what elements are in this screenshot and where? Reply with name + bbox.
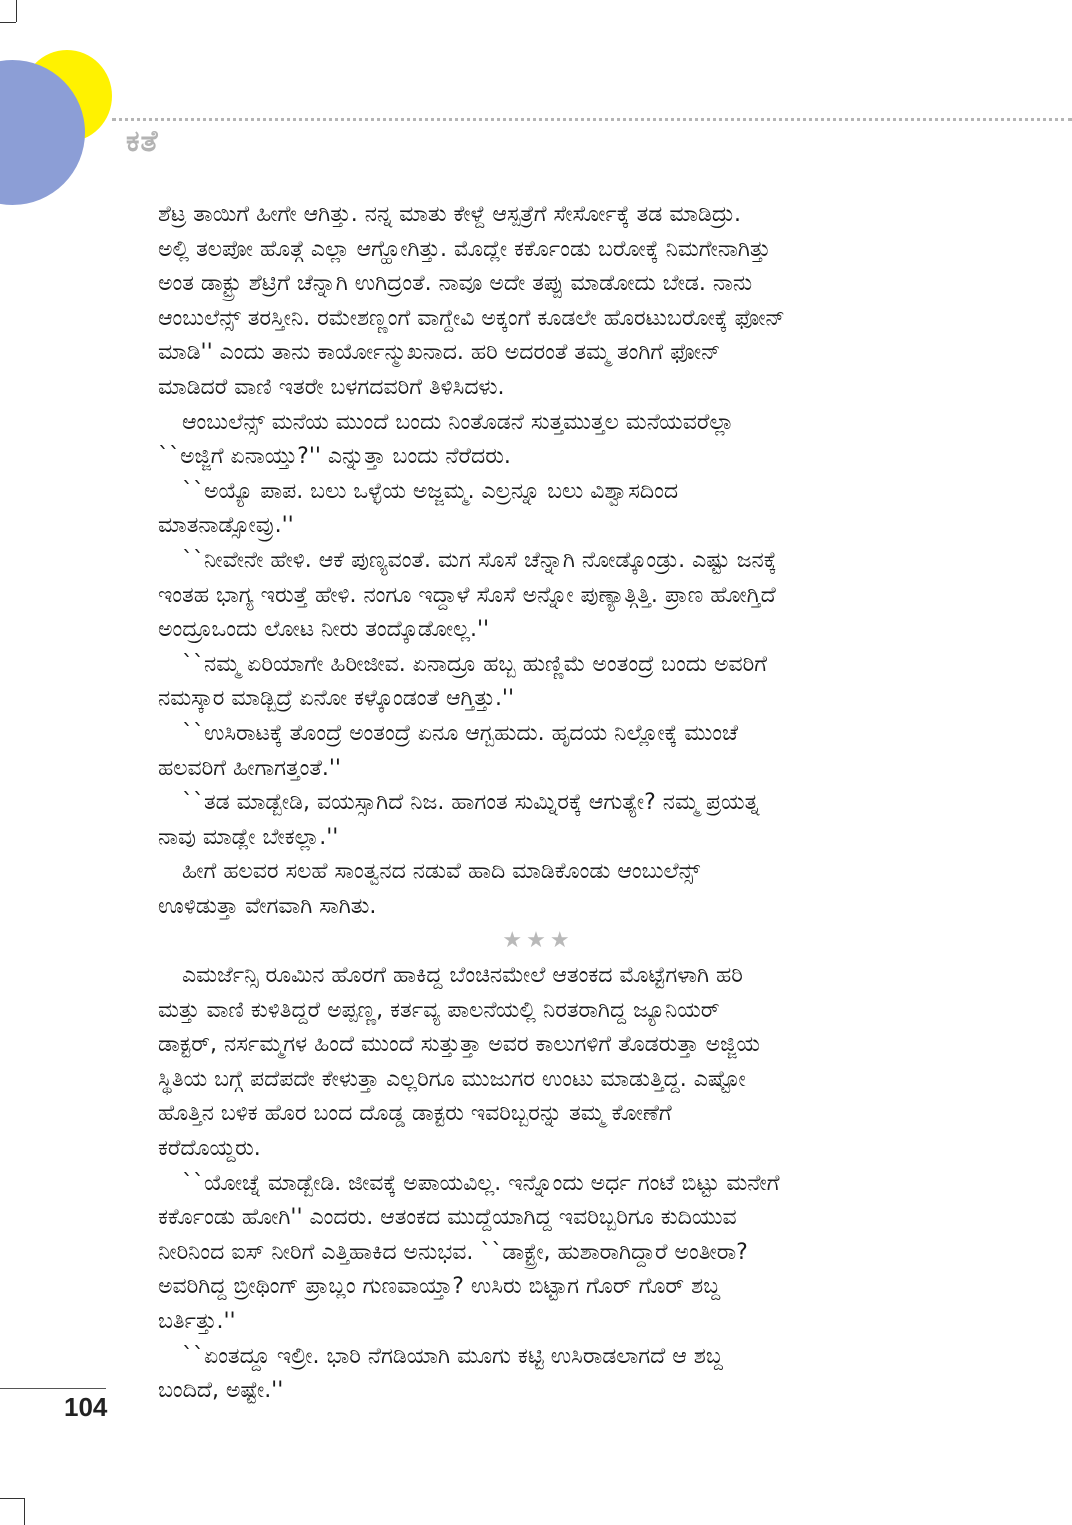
crop-mark (0, 22, 16, 23)
paragraph: ``ಅಯ್ಯೊ ಪಾಪ. ಬಲು ಒಳ್ಳೆಯ ಅಜ್ಜಮ್ಮ. ಎಲ್ರನ್ನೂ ಬಲು ವಿಶ್ವಾಸದಿಂದ ಮಾತನಾಡ್ಸೋವ್ರು.'' (158, 478, 679, 539)
story-body (158, 198, 918, 1409)
section-title: ಕತೆ (126, 124, 159, 159)
paragraph: ಆಂಬುಲೆನ್ಸ್ ಮನೆಯ ಮುಂದೆ ಬಂದು ನಿಂತೊಡನೆ ಸುತ್ತಮುತ್ತಲ ಮನೆಯವರೆಲ್ಲಾ ``ಅಜ್ಜಿಗೆ ಏನಾಯ್ತು?'' ಎನ್ನುತ್ತಾ ಬಂದು ನೆರೆದರು. (158, 409, 734, 470)
crop-mark (0, 1498, 24, 1499)
footer-rule (0, 1388, 106, 1389)
paragraph: ``ಯೋಚ್ನೆ ಮಾಡ್ಬೇಡಿ. ಜೀವಕ್ಕೆ ಅಪಾಯವಿಲ್ಲ. ಇನ್ನೊಂದು ಅರ್ಧ ಗಂಟೆ ಬಿಟ್ಟು ಮನೇಗೆ ಕರ್ಕೊಂಡು ಹೋಗಿ'' ಎಂದರು. ಆತಂಕದ ಮುದ್ದೆಯಾಗಿದ್ದ ಇವರಿಬ್ಬರಿಗೂ ಕುದಿಯುವ ನೀರಿನಿಂದ ಐಸ್ ನೀರಿಗೆ ಎತ್ತಿಹಾಕಿದ ಅನುಭವ. ``ಡಾಕ್ಟ್ರೇ, ಹುಶಾರಾಗಿದ್ದಾರೆ ಅಂತೀರಾ? ಅವರಿಗಿದ್ದ ಬ್ರೀಥಿಂಗ್ ಪ್ರಾಬ್ಲಂ ಗುಣವಾಯ್ತಾ? ಉಸಿರು ಬಿಟ್ಟಾಗ ಗೊರ್ ಗೊರ್ ಶಬ್ದ ಬರ್ತಿತ್ತು.'' (158, 1170, 780, 1334)
paragraph: ``ನಮ್ಮ ಏರಿಯಾಗೇ ಹಿರೀಜೀವ. ಏನಾದ್ರೂ ಹಬ್ಬ ಹುಣ್ಣಿಮೆ ಅಂತಂದ್ರೆ ಬಂದು ಅವರಿಗೆ ನಮಸ್ಕಾರ ಮಾಡ್ಬಿದ್ರೆ ಏನೋ ಕಳ್ಕೊಂಡಂತೆ ಆಗ್ತಿತ್ತು.'' (158, 651, 768, 712)
page-number: 104 (64, 1392, 108, 1422)
paragraph: ``ಉಸಿರಾಟಕ್ಕೆ ತೊಂದ್ರೆ ಅಂತಂದ್ರೆ ಏನೂ ಆಗ್ಬಹುದು. ಹೃದಯ ನಿಲ್ಲೋಕ್ಕೆ ಮುಂಚೆ ಹಲವರಿಗೆ ಹೀಗಾಗತ್ತಂತೆ.'' (158, 720, 738, 781)
paragraph: ಹೀಗೆ ಹಲವರ ಸಲಹೆ ಸಾಂತ್ವನದ ನಡುವೆ ಹಾದಿ ಮಾಡಿಕೊಂಡು ಆಂಬುಲೆನ್ಸ್ ಊಳಿಡುತ್ತಾ ವೇಗವಾಗಿ ಸಾಗಿತು. (158, 859, 701, 919)
dotted-header-rule (112, 118, 1072, 121)
paragraph: ಶೆಟ್ರ ತಾಯಿಗೆ ಹೀಗೇ ಆಗಿತ್ತು. ನನ್ನ ಮಾತು ಕೇಳ್ದೆ ಆಸ್ಪತ್ರೆಗೆ ಸೇರ್ಸೋಕ್ಕೆ ತಡ ಮಾಡಿದ್ರು. ಅಲ್ಲಿ ತಲಪೋ ಹೊತ್ಗೆ ಎಲ್ಲಾ ಆಗ್ಹೋಗಿತ್ತು. ಮೊದ್ಲೇ ಕರ್ಕೊಂಡು ಬರೋಕ್ಕೆ ನಿಮಗೇನಾಗಿತ್ತು ಅಂತ ಡಾಕ್ಟ್ರು ಶೆಟ್ರಿಗೆ ಚೆನ್ನಾಗಿ ಉಗಿದ್ರಂತೆ. ನಾವೂ ಅದೇ ತಪ್ಪು ಮಾಡೋದು ಬೇಡ. ನಾನು ಆಂಬುಲೆನ್ಸ್ ತರಸ್ತೀನಿ. ರಮೇಶಣ್ಣಂಗೆ ವಾಗ್ದೇವಿ ಅಕ್ಕಂಗೆ ಕೂಡಲೇ ಹೊರಟುಬರೋಕ್ಕೆ ಫೋನ್ ಮಾಡಿ'' ಎಂದು ತಾನು ಕಾರ್ಯೋನ್ಮುಖನಾದ. ಹರಿ ಅದರಂತೆ ತಮ್ಮ ತಂಗಿಗೆ ಫೋನ್ ಮಾಡಿದರೆ ವಾಣಿ ಇತರೇ ಬಳಗದವರಿಗೆ ತಿಳಿಸಿದಳು. (158, 202, 785, 400)
paragraph: ``ತಡ ಮಾಡ್ಬೇಡಿ, ವಯಸ್ಸಾಗಿದೆ ನಿಜ. ಹಾಗಂತ ಸುಮ್ನಿರಕ್ಕೆ ಆಗುತ್ಯೇ? ನಮ್ಮ ಪ್ರಯತ್ನ ನಾವು ಮಾಡ್ಲೇ ಬೇಕಲ್ಲಾ.'' (158, 790, 760, 850)
paragraph: ``ಏಂತದ್ದೂ ಇಲ್ರೀ. ಭಾರಿ ನೆಗಡಿಯಾಗಿ ಮೂಗು ಕಟ್ಟಿ ಉಸಿರಾಡಲಾಗದೆ ಆ ಶಬ್ದ ಬಂದಿದೆ, ಅಷ್ಟೇ.'' (158, 1343, 723, 1404)
crop-mark (24, 1498, 25, 1525)
paragraph: ಎಮರ್ಜೆನ್ಸಿ ರೂಮಿನ ಹೊರಗೆ ಹಾಕಿದ್ದ ಬೆಂಚಿನಮೇಲೆ ಆತಂಕದ ಮೊಟ್ಟೆಗಳಾಗಿ ಹರಿ ಮತ್ತು ವಾಣಿ ಕುಳಿತಿದ್ದರೆ ಅಪ್ಪಣ್ಣ, ಕರ್ತವ್ಯ ಪಾಲನೆಯಲ್ಲಿ ನಿರತರಾಗಿದ್ದ ಜ್ಯೂನಿಯರ್ ಡಾಕ್ಟರ್, ನರ್ಸಮ್ಮಗಳ ಹಿಂದೆ ಮುಂದೆ ಸುತ್ತುತ್ತಾ ಅವರ ಕಾಲುಗಳಿಗೆ ತೊಡರುತ್ತಾ ಅಜ್ಜಿಯ ಸ್ಥಿತಿಯ ಬಗ್ಗೆ ಪದೆಪದೇ ಕೇಳುತ್ತಾ ಎಲ್ಲರಿಗೂ ಮುಜುಗರ ಉಂಟು ಮಾಡುತ್ತಿದ್ದ. ಎಷ್ಟೋ ಹೊತ್ತಿನ ಬಳಿಕ ಹೊರ ಬಂದ ದೊಡ್ಡ ಡಾಕ್ಟರು ಇವರಿಬ್ಬರನ್ನು ತಮ್ಮ ಕೋಣೆಗೆ ಕರೆದೊಯ್ದರು. (158, 963, 760, 1162)
crop-mark (16, 0, 17, 22)
paragraph: ``ನೀವೇನೇ ಹೇಳಿ. ಆಕೆ ಪುಣ್ಯವಂತೆ. ಮಗ ಸೊಸೆ ಚೆನ್ನಾಗಿ ನೋಡ್ಕೊಂಡ್ರು. ಎಷ್ಟು ಜನಕ್ಕೆ ಇಂತಹ ಭಾಗ್ಯ ಇರುತ್ತೆ ಹೇಳಿ. ನಂಗೂ ಇದ್ದಾಳೆ ಸೊಸೆ ಅನ್ನೋ ಪುಣ್ಯಾತ್ಗಿತ್ತಿ. ಪ್ರಾಣ ಹೋಗ್ತಿದೆ ಅಂದ್ರೂಒಂದು ಲೋಟ ನೀರು ತಂದ್ಕೊಡೋಲ್ಲ.'' (158, 547, 777, 643)
section-separator: ★★★ (502, 928, 574, 954)
